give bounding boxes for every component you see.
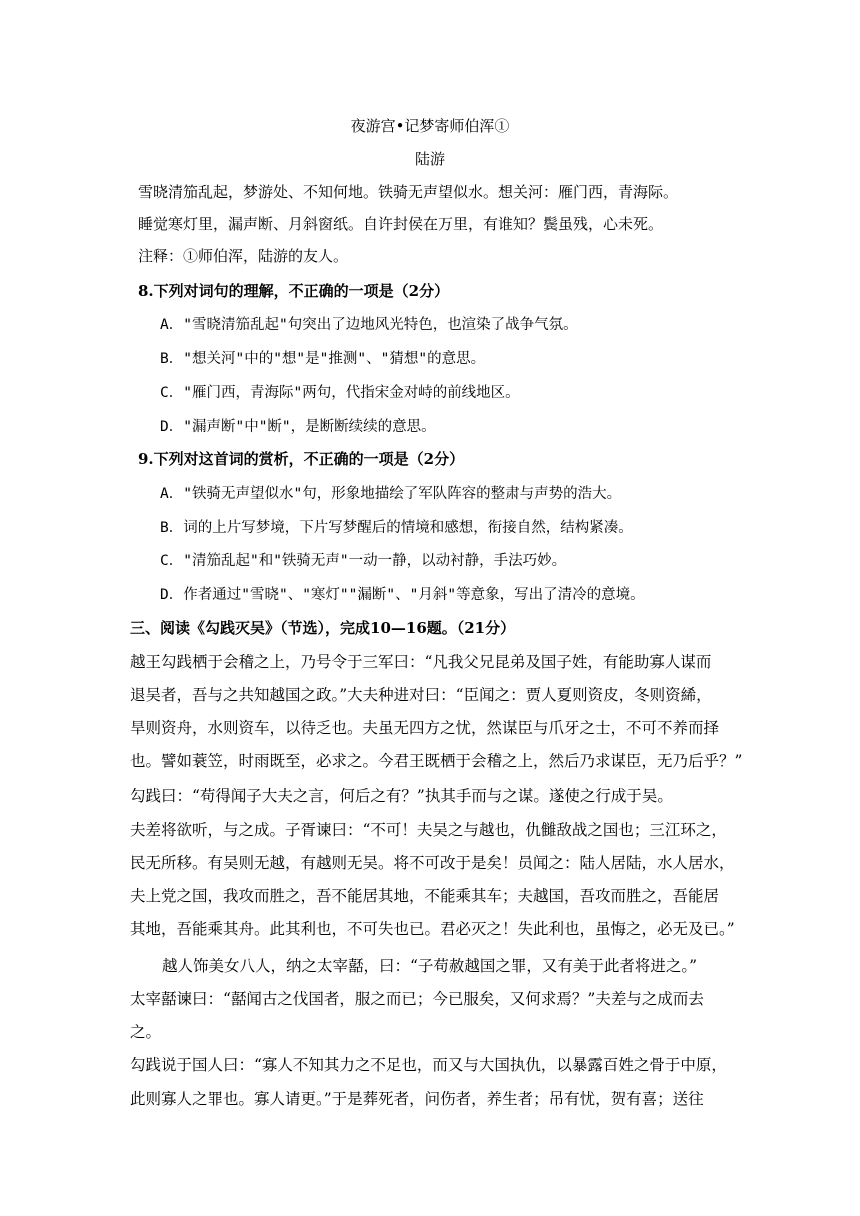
passage-line: 勾践曰：“苟得闻子大夫之言，何后之有？”执其手而与之谋。遂使之行成于吴。	[130, 787, 673, 805]
question-8-option-c: C．"雁门西，青海际"两句，代指宋金对峙的前线地区。	[160, 385, 520, 401]
passage-line: 也。譬如蓑笠，时雨既至，必求之。今君王既栖于会稽之上，然后乃求谋臣，无乃后乎？”	[130, 752, 743, 770]
poem-line: 雪晓清笳乱起，梦游处、不知何地。铁骑无声望似水。想关河：雁门西，青海际。	[138, 183, 679, 201]
question-9-stem: 9.下列对这首词的赏析，不正确的一项是（2分）	[138, 450, 465, 468]
question-9-option-d: D．作者通过"雪晓"、"寒灯""漏断"、"月斜"等意象，写出了清冷的意境。	[160, 587, 645, 603]
poem-line: 睡觉寒灯里，漏声断、月斜窗纸。自许封侯在万里，有谁知？鬓虽残，心未死。	[138, 215, 664, 233]
passage-line: 其地，吾能乘其舟。此其利也，不可失也已。君必灭之！失此利也，虽悔之，必无及已。”	[130, 920, 735, 938]
question-8-option-a: A．"雪晓清笳乱起"句突出了边地风光特色，也渲染了战争气氛。	[160, 317, 578, 333]
question-9-option-a: A．"铁骑无声望似水"句，形象地描绘了军队阵容的整肃与声势的浩大。	[160, 486, 622, 502]
passage-line: 夫上党之国，我攻而胜之，吾不能居其地，不能乘其车；夫越国，吾攻而胜之，吾能居	[130, 887, 720, 905]
passage-line: 退吴者，吾与之共知越国之政。”大夫种进对曰：“臣闻之：贾人夏则资皮，冬则资絺，	[130, 686, 712, 704]
passage-line: 越王勾践栖于会稽之上，乃号令于三军曰：“凡我父兄昆弟及国子姓，有能助寡人谋而	[130, 653, 712, 671]
passage-line: 勾践说于国人曰：“寡人不知其力之不足也，而又与大国执仇，以暴露百姓之骨于中原，	[130, 1056, 727, 1074]
passage-line: 此则寡人之罪也。寡人请更。”于是葬死者，问伤者，养生者；吊有忧，贺有喜；送往	[130, 1090, 704, 1108]
poem-note: 注释：①师伯浑，陆游的友人。	[138, 247, 349, 265]
passage-line: 之。	[130, 1023, 162, 1041]
section-3-heading: 三、阅读《勾践灭吴》（节选），完成10—16题。（21分）	[130, 619, 516, 637]
passage-line: 夫差将欲听，与之成。子胥谏曰：“不可！夫吴之与越也，仇雠敌战之国也；三江环之，	[130, 821, 727, 839]
poem-author: 陆游	[414, 150, 445, 168]
question-8-stem: 8.下列对词句的理解，不正确的一项是（2分）	[138, 282, 450, 300]
question-9-option-c: C．"清笳乱起"和"铁骑无声"一动一静，以动衬静，手法巧妙。	[160, 553, 567, 569]
passage-line: 越人饰美女八人，纳之太宰嚭，曰：“子苟赦越国之罪，又有美于此者将进之。”	[162, 957, 698, 975]
passage-line: 民无所移。有吴则无越，有越则无吴。将不可改于是矣！员闻之：陆人居陆，水人居水，	[130, 854, 735, 872]
passage-line: 旱则资舟，水则资车，以待乏也。夫虽无四方之忧，然谋臣与爪牙之士，不可不养而择	[130, 719, 720, 737]
passage-line: 太宰嚭谏曰：“嚭闻古之伐国者，服之而已；今已服矣，又何求焉？”夫差与之成而去	[130, 990, 704, 1008]
question-9-option-b: B．词的上片写梦境，下片写梦醒后的情境和感想，衔接自然，结构紧凑。	[160, 520, 633, 536]
question-8-option-b: B．"想关河"中的"想"是"推测"、"猜想"的意思。	[160, 351, 486, 367]
question-8-option-d: D．"漏声断"中"断"，是断断续续的意思。	[160, 419, 436, 435]
poem-title: 夜游宫•记梦寄师伯浑①	[350, 117, 510, 135]
